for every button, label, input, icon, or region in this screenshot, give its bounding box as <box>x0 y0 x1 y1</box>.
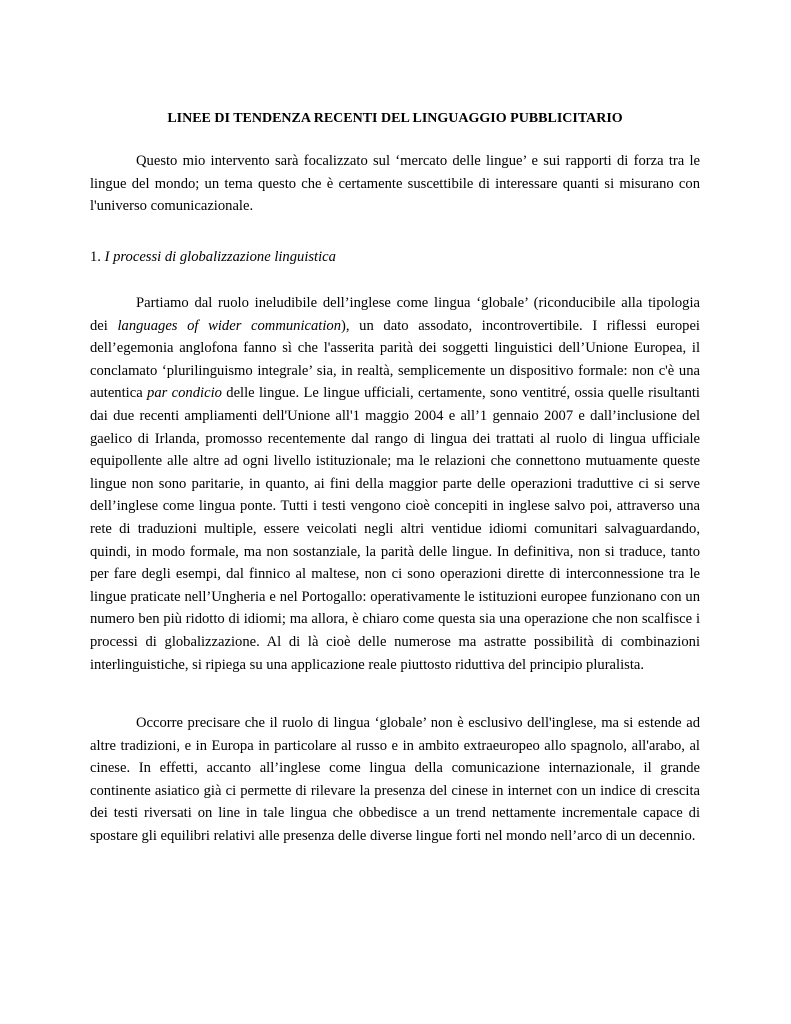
body-paragraph-1 <box>90 292 700 676</box>
paragraph-1-text-b: ), un dato assodato, incontrovertibile. I riflessi europei dell’egemonia anglofona fanno sì che l'asserita parità dei soggetti linguistici dell’Unione Europea, il conclamato ‘plurilinguismo integrale’ sia, in realtà, semplicemente un dispositivo formale: non c'è una autentica <box>90 317 700 402</box>
paragraph-1-italic-term-a: languages of wider communication <box>117 317 342 334</box>
paragraph-1-text-c: delle lingue. Le lingue ufficiali, certamente, sono ventitré, ossia quelle risultanti dai due recenti ampliamenti dell'Unione all'1 maggio 2004 e all’1 gennaio 2007 e dall’inclusione del gaelico di Irlanda, promosso recentemente dal rango di lingua dei trattati al ruolo di lingua ufficiale equipollente alle altre ad ogni livello istituzionale; ma le relazioni che connettono mutuamente queste lingue non sono paritarie, in quanto, ai fini della maggior parte delle operazioni traduttive ci si serve dell’inglese come lingua ponte. Tutti i testi vengono cioè concepiti in inglese salvo poi, attraverso una rete di traduzioni multiple, essere veicolati negli altri ventidue idiomi comunitari salvaguardando, quindi, in modo formale, ma non sostanziale, la parità delle lingue. In definitiva, non si traduce, tanto per fare degli esempi, dal finnico al maltese, non ci sono operazioni dirette di interconnessione tra le lingue praticate nell’Ungheria e nel Portogallo: operativamente le istituzioni europee funzionano con un numero ben più ridotto di idiomi; ma allora, è chiaro come questa sia una operazione che non scalfisce i processi di globalizzazione. Al di là cioè delle numerose ma astratte possibilità di combinazioni interlinguistiche, si ripiega su una applicazione reale piuttosto riduttiva del principio pluralista. <box>90 385 700 673</box>
paragraph-1-text-a: Partiamo dal ruolo ineludibile dell’inglese come lingua ‘globale’ (riconducibile alla tipologia dei <box>90 295 700 334</box>
body-paragraph-2: Occorre precisare che il ruolo di lingua ‘globale’ non è esclusivo dell'inglese, ma si estende ad altre tradizioni, e in Europa in particolare al russo e in ambito extraeuropeo allo spagnolo, all'arabo, al cinese. In effetti, accanto all’inglese come lingua della comunicazione internazionale, il grande continente asiatico già ci permette di rilevare la presenza del cinese in internet con un indice di crescita dei testi riversati on line in tale lingua che obbedisce a un trend nettamente incrementale capace di spostare gli equilibri relativi alle presenza delle diverse lingue forti nel mondo nell’arco di un decennio. <box>90 715 700 844</box>
section-number: 1. <box>90 249 101 265</box>
section-heading <box>90 246 700 269</box>
document-title: LINEE DI TENDENZA RECENTI DEL LINGUAGGIO PUBBLICITARIO <box>167 111 623 126</box>
section-title: I processi di globalizzazione linguistica <box>104 249 336 265</box>
paragraph-1-italic-term-b: par condicio <box>147 385 222 402</box>
intro-paragraph: Questo mio intervento sarà focalizzato sul ‘mercato delle lingue’ e sui rapporti di forza tra le lingue del mondo; un tema questo che è certamente suscettibile di interessare quanti si misurano con l'universo comunicazionale. <box>90 153 700 215</box>
